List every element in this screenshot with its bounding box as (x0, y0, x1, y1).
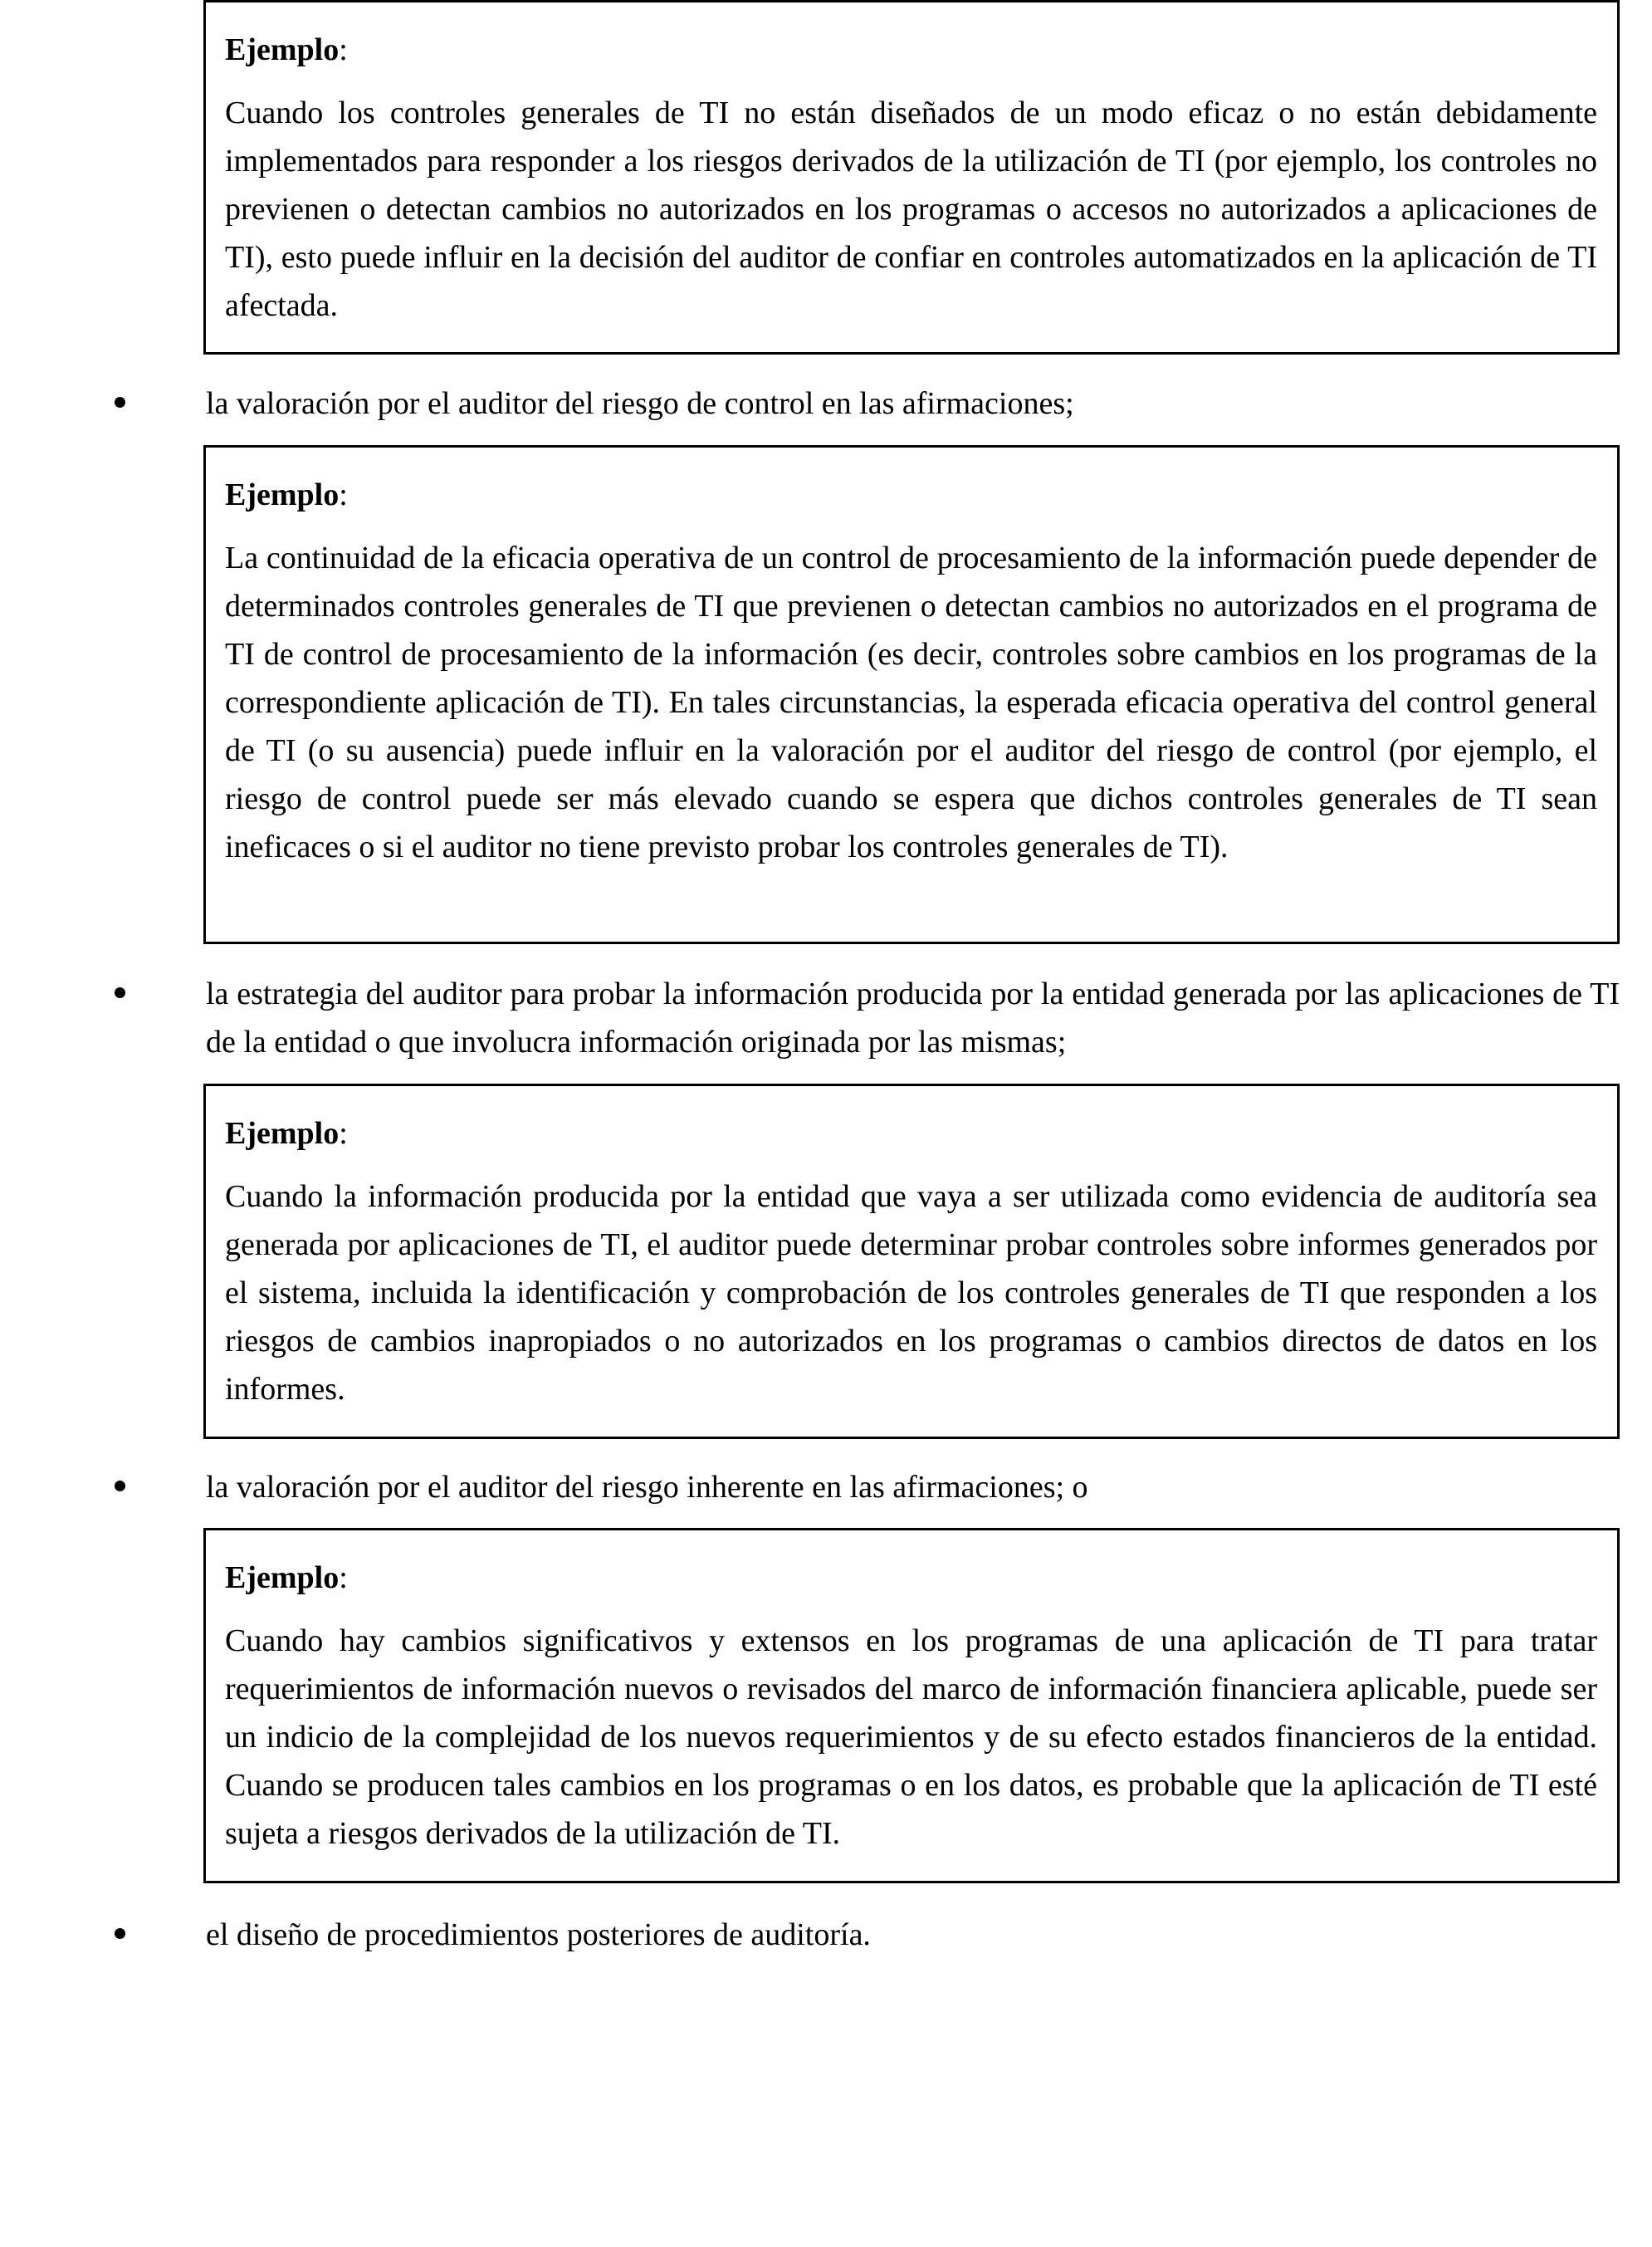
example-box (203, 1528, 1620, 1883)
bullet-item (0, 379, 1620, 428)
bullet-item (0, 970, 1620, 1066)
example-text: Cuando hay cambios significativos y extensos en los programas de una aplicación de TI para tratar requerimientos de información nuevos o revisados del marco de información financiera aplicable, puede ser un indicio de la complejidad de los nuevos requerimientos y de su efecto estados financieros de la entidad. Cuando se producen tales cambios en los programas o en los datos, es probable que la aplicación de TI esté sujeta a riesgos derivados de la utilización de TI. (225, 1623, 1597, 1851)
bullet-icon (115, 397, 125, 408)
bullet-icon (115, 1928, 125, 1939)
bullet-text: la valoración por el auditor del riesgo inherente en las afirmaciones; o (206, 1470, 1088, 1505)
example-text: Cuando los controles generales de TI no están diseñados de un modo eficaz o no están debidamente implementados para responder a los riesgos derivados de la utilización de TI (por ejemplo, los controles no previenen o detectan cambios no autorizados en los programas o accesos no autorizados a aplicaciones de TI), esto puede influir en la decisión del auditor de confiar en controles automatizados en la aplicación de TI afectada. (225, 95, 1597, 323)
example-label: Ejemplo (225, 1560, 340, 1595)
bullet-icon (115, 1481, 125, 1491)
example-colon: : (339, 477, 348, 512)
bullet-text: el diseño de procedimientos posteriores de auditoría. (206, 1917, 871, 1952)
example-box (203, 445, 1620, 944)
example-heading (225, 26, 1597, 74)
example-label: Ejemplo (225, 32, 340, 67)
example-colon: : (339, 1116, 348, 1151)
example-box (203, 1084, 1620, 1439)
bullet-icon (115, 987, 125, 998)
bullet-item (0, 1463, 1620, 1511)
example-label: Ejemplo (225, 1116, 340, 1151)
example-heading (225, 1109, 1597, 1158)
example-heading (225, 471, 1597, 519)
example-text: La continuidad de la eficacia operativa de un control de procesamiento de la información puede depender de determinados controles generales de TI que previenen o detectan cambios no autorizados en el programa de TI de control de procesamiento de la información (es decir, controles sobre cambios en los programas de la correspondiente aplicación de TI). En tales circunstancias, la esperada eficacia operativa del control general de TI (o su ausencia) puede influir en la valoración por el auditor del riesgo de control (por ejemplo, el riesgo de control puede ser más elevado cuando se espera que dichos controles generales de TI sean ineficaces o si el auditor no tiene previsto probar los controles generales de TI). (225, 541, 1597, 864)
example-label: Ejemplo (225, 477, 340, 512)
example-box (203, 0, 1620, 355)
bullet-text: la valoración por el auditor del riesgo de control en las afirmaciones; (206, 386, 1074, 421)
bullet-text: la estrategia del auditor para probar la información producida por la entidad generada por las aplicaciones de TI de la entidad o que involucra información originada por las mismas; (206, 977, 1620, 1060)
example-colon: : (339, 32, 348, 67)
example-colon: : (339, 1560, 348, 1595)
example-heading (225, 1554, 1597, 1602)
example-text: Cuando la información producida por la entidad que vaya a ser utilizada como evidencia de auditoría sea generada por aplicaciones de TI, el auditor puede determinar probar controles sobre informes generados por el sistema, incluida la identificación y comprobación de los controles generales de TI que responden a los riesgos de cambios inapropiados o no autorizados en los programas o cambios directos de datos en los informes. (225, 1179, 1597, 1407)
bullet-item (0, 1911, 1620, 1959)
